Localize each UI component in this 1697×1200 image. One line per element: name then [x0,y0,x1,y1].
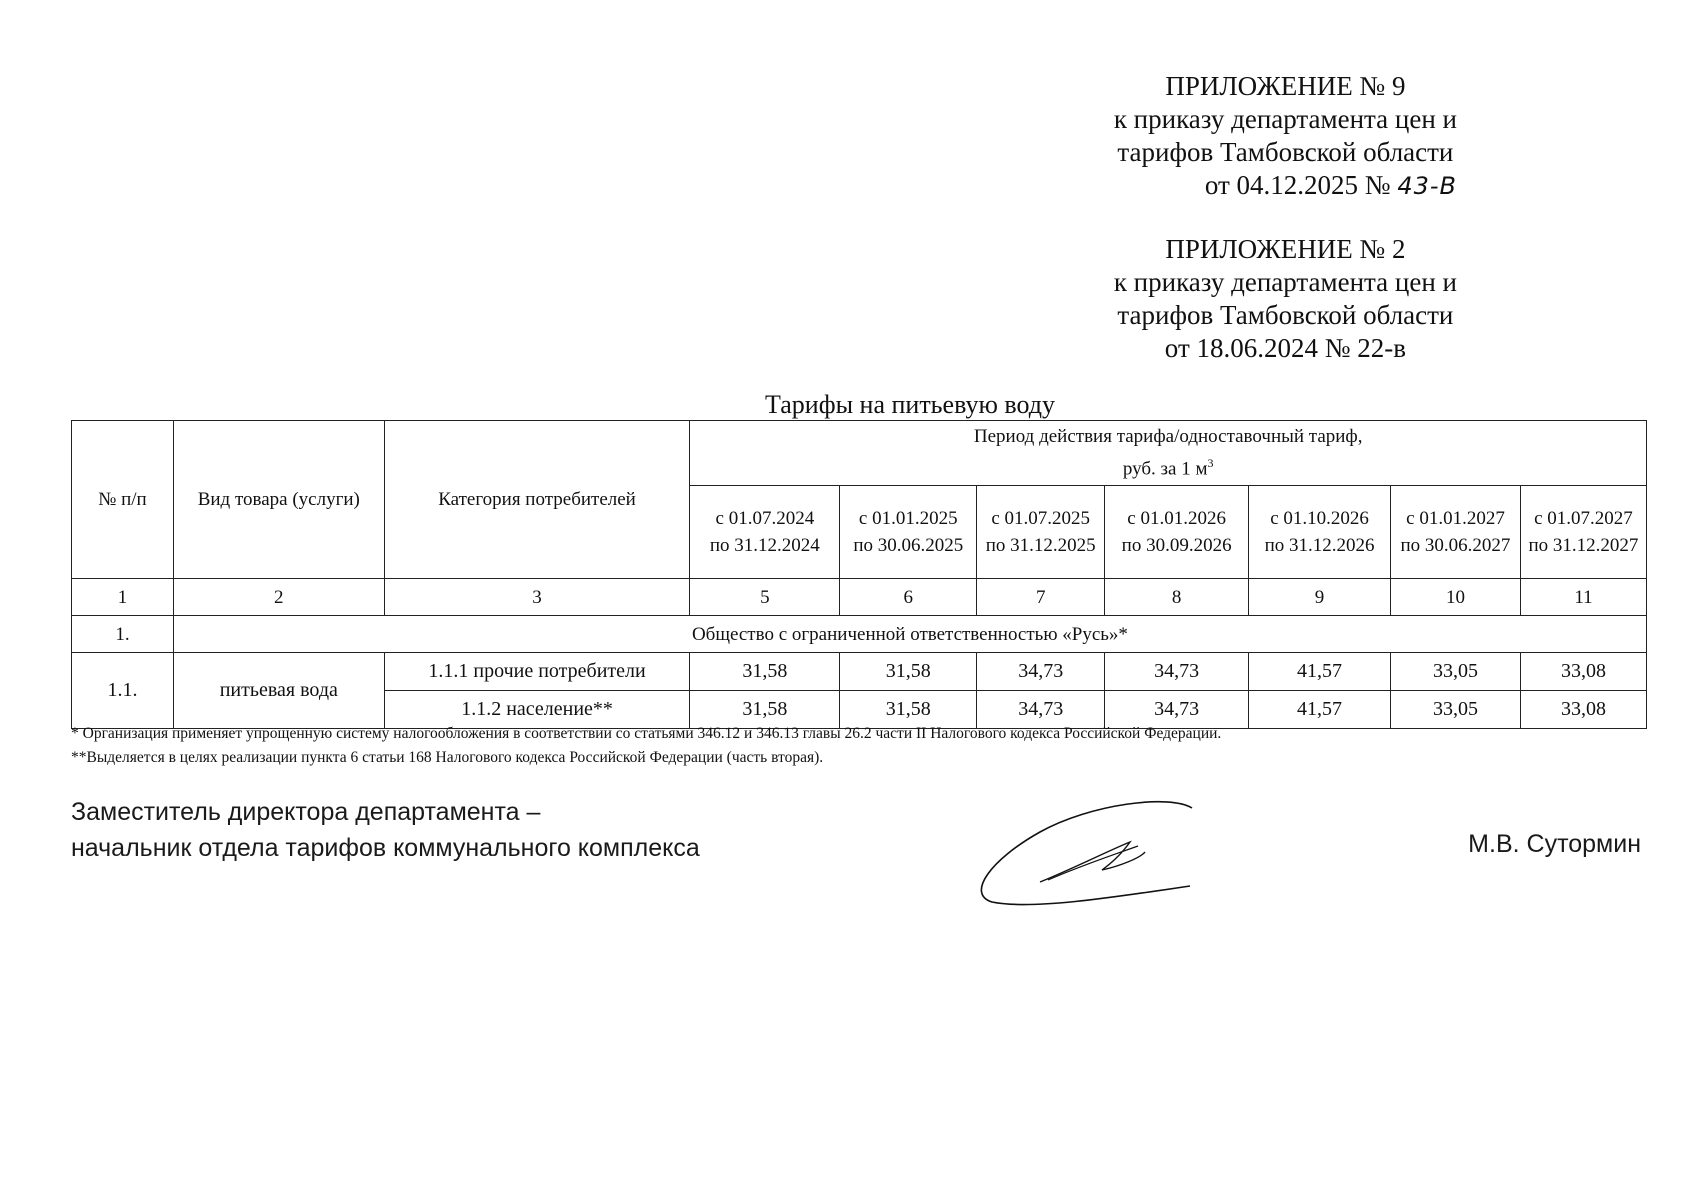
header-period [690,421,1647,486]
period-3: с 01.07.2025 по 31.12.2025 [977,486,1105,579]
org-number: 1. [72,616,174,653]
header-category: Категория потребителей [384,421,690,579]
header-product: Вид товара (услуги) [173,421,384,579]
appendix-2-date: от 18.06.2024 № 22-в [1164,333,1406,363]
header-no: № п/п [72,421,174,579]
appendix-2-title: ПРИЛОЖЕНИЕ № 2 [1165,234,1406,264]
signatory-position [71,794,700,866]
handwritten-order-number: 43-В [1397,172,1457,200]
footnote-2: **Выделяется в целях реализации пункта 6 статьи 168 Налогового кодекса Российской Федерации (часть вторая). [71,749,824,766]
period-4: с 01.01.2026 по 30.09.2026 [1105,486,1249,579]
tariff-table [71,420,1647,729]
appendix-2-line1: к приказу департамента цен и [1113,267,1457,297]
header-period-line1: Период действия тарифа/одноставочный тариф, [973,426,1363,448]
period-2: с 01.01.2025 по 30.06.2025 [840,486,977,579]
col-number: 11 [1520,579,1646,616]
period-6: с 01.01.2027 по 30.06.2027 [1391,486,1521,579]
appendix-2-line2: тарифов Тамбовской области [1117,300,1454,330]
header-period-line2: руб. за 1 $м^3$ [1122,456,1214,480]
handwritten-signature [970,790,1210,910]
period-5: с 01.10.2026 по 31.12.2026 [1249,486,1391,579]
category-cell: 1.1.1 прочие потребители [384,653,690,691]
tariff-value: 41,57 [1249,653,1391,691]
appendix-9-header [1114,70,1457,203]
tariff-value: 34,73 [977,653,1105,691]
appendix-9-title: ПРИЛОЖЕНИЕ № 9 [1165,71,1406,101]
tariff-value: 33,08 [1520,653,1646,691]
col-number: 5 [690,579,840,616]
tariff-value: 34,73 [977,691,1105,729]
appendix-9-date: от 04.12.2025 № [1204,170,1391,200]
appendix-9-date-line [1114,169,1457,203]
item-number: 1.1. [72,653,174,729]
appendix-9-line1: к приказу департамента цен и [1113,104,1457,134]
table-title: Тарифы на питьевую воду [765,390,1055,419]
appendix-2-header [1114,233,1457,365]
category-cell: 1.1.2 население** [384,691,690,729]
period-1: с 01.07.2024 по 31.12.2024 [690,486,840,579]
unit-superscript: 3 [1207,456,1214,471]
col-number: 6 [840,579,977,616]
tariff-value: 33,05 [1391,653,1521,691]
col-number: 10 [1391,579,1521,616]
org-name: Общество с ограниченной ответственностью «Русь»* [173,616,1646,653]
position-line-1: Заместитель директора департамента – [71,798,541,826]
tariff-value: 41,57 [1249,691,1391,729]
col-number: 7 [977,579,1105,616]
tariff-value: 34,73 [1105,653,1249,691]
footnotes [71,722,1221,770]
product-name: питьевая вода [173,653,384,729]
appendix-9-line2: тарифов Тамбовской области [1117,137,1454,167]
tariff-value: 33,08 [1520,691,1646,729]
col-number: 3 [384,579,690,616]
column-numbers-row [72,579,1647,616]
tariff-value: 31,58 [690,653,840,691]
tariff-value: 31,58 [690,691,840,729]
col-number: 8 [1105,579,1249,616]
position-line-2: начальник отдела тарифов коммунального комплекса [71,834,700,862]
tariff-value: 31,58 [840,653,977,691]
col-number: 2 [173,579,384,616]
footnote-1: * Организация применяет упрощенную систему налогообложения в соответствии со статьями 346.12 и 346.13 главы 26.2 части II Налогового кодекса Российской Федерации. [71,725,1222,742]
col-number: 9 [1249,579,1391,616]
tariff-value: 34,73 [1105,691,1249,729]
tariff-value: 33,05 [1391,691,1521,729]
tariff-value: 31,58 [840,691,977,729]
table-row [72,653,1647,691]
organization-row [72,616,1647,653]
period-7: с 01.07.2027 по 31.12.2027 [1520,486,1646,579]
signatory-name: М.В. Сутормин [1468,830,1641,858]
col-number: 1 [72,579,174,616]
